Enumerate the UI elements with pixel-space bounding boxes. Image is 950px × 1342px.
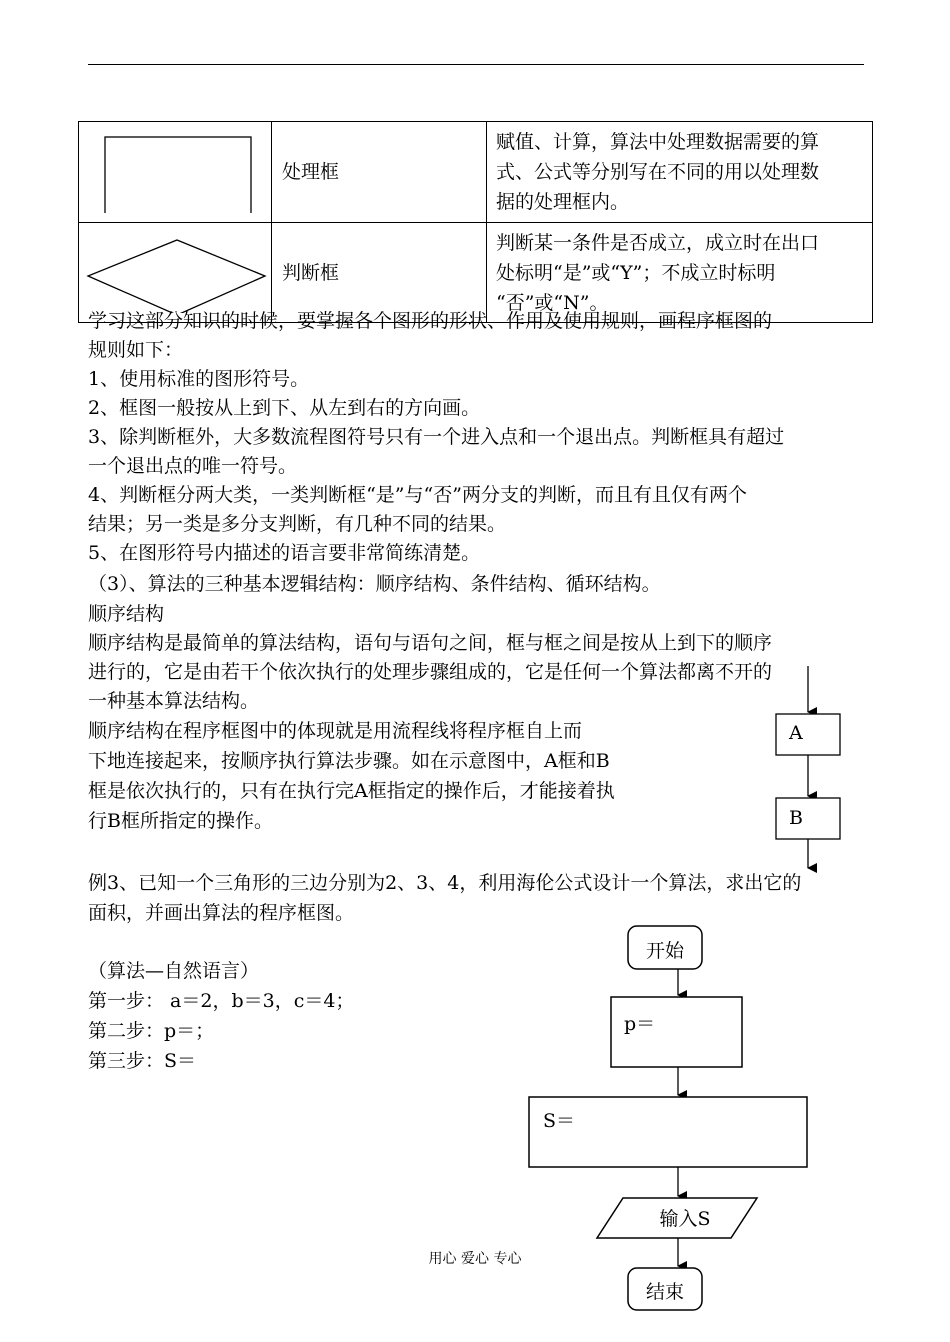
intro-line: 学习这部分知识的时候，要掌握各个图形的形状、作用及使用规则，画程序框图的: [88, 310, 773, 332]
symbol-table: [78, 121, 873, 323]
start-node: 开始: [645, 940, 684, 962]
sequence-diagram: [770, 660, 850, 875]
seq-paragraph: 进行的，它是由若干个依次执行的处理步骤组成的，它是任何一个算法都离不开的: [88, 661, 773, 683]
symbol-name: 判断框: [272, 223, 487, 323]
seq-paragraph: 顺序结构在程序框图中的体现就是用流程线将程序框自上而: [88, 720, 583, 742]
box-a-label: A: [789, 722, 803, 744]
symbol-description: 判断某一条件是否成立，成立时在出口 处标明“是”或“Y”；不成立时标明 “否”或“N”。: [487, 223, 873, 323]
rule-4: 结果；另一类是多分支判断，有几种不同的结果。: [88, 513, 507, 535]
section-heading: （3）、算法的三种基本逻辑结构：顺序结构、条件结构、循环结构。: [88, 573, 661, 595]
s-process-box: S＝: [543, 1110, 576, 1132]
rule-3: 3、除判断框外，大多数流程图符号只有一个进入点和一个退出点。判断框具有超过: [88, 426, 785, 448]
example-3: 面积，并画出算法的程序框图。: [88, 902, 355, 924]
seq-paragraph: 框是依次执行的，只有在执行完A框指定的操作后，才能接着执: [88, 780, 615, 802]
step-3: 第三步：S＝: [88, 1050, 197, 1072]
seq-paragraph: 下地连接起来，按顺序执行算法步骤。如在示意图中，A框和B: [88, 750, 610, 772]
example-3: 例3、已知一个三角形的三边分别为2、3、4，利用海伦公式设计一个算法，求出它的: [88, 872, 802, 894]
symbol-name: 处理框: [272, 122, 487, 223]
rectangle-symbol-icon: [79, 122, 272, 213]
rule-3: 一个退出点的唯一符号。: [88, 455, 298, 477]
rule-2: 2、框图一般按从上到下、从左到右的方向画。: [88, 397, 481, 419]
io-node: 输入S: [659, 1208, 711, 1230]
seq-title: 顺序结构: [88, 603, 165, 625]
seq-paragraph: 顺序结构是最简单的算法结构，语句与语句之间，框与框之间是按从上到下的顺序: [88, 632, 773, 654]
step-2: 第二步：p＝；: [88, 1020, 215, 1042]
rule-5: 5、在图形符号内描述的语言要非常简练清楚。: [88, 542, 481, 564]
seq-paragraph: 一种基本算法结构。: [88, 690, 260, 712]
table-row: [79, 122, 873, 223]
algorithm-title: （算法—自然语言）: [88, 960, 260, 982]
rule-4: 4、判断框分两大类，一类判断框“是”与“否”两分支的判断，而且有且仅有两个: [88, 484, 747, 506]
seq-paragraph: 行B框所指定的操作。: [88, 810, 273, 832]
step-1: 第一步： a＝2，b＝3，c＝4；: [88, 990, 355, 1012]
diamond-symbol-icon: [79, 223, 272, 313]
intro-line: 规则如下：: [88, 339, 184, 361]
rule-1: 1、使用标准的图形符号。: [88, 368, 310, 390]
page-footer: 用心 爱心 专心: [428, 1251, 522, 1267]
end-node: 结束: [645, 1281, 684, 1303]
symbol-cell: [79, 122, 272, 223]
p-process-box: p＝: [624, 1013, 656, 1035]
symbol-description: 赋值、计算，算法中处理数据需要的算 式、公式等分别写在不同的用以处理数 据的处理框内。: [487, 122, 873, 223]
header-rule: [88, 64, 864, 65]
box-b-label: B: [789, 807, 803, 829]
